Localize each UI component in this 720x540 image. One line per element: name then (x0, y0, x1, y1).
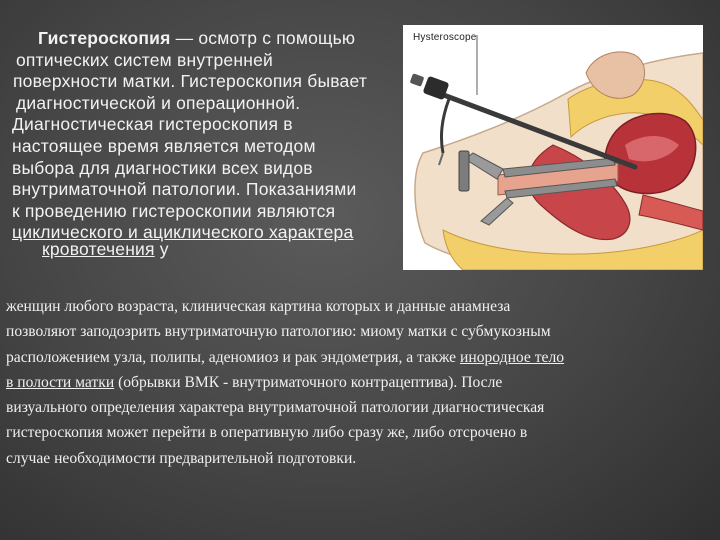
intro-line: к проведению гистероскопии являются (12, 200, 336, 221)
body-line: женщин любого возраста, клиническая картина которых и данные анамнеза (6, 298, 511, 315)
intro-line: настоящее время является методом (12, 135, 316, 156)
intro-line: диагностической и операционной. (16, 92, 301, 113)
hysteroscopy-illustration (403, 25, 703, 270)
continuation-text-block (6, 294, 712, 471)
term-hysteroscopy: Гистероскопия (38, 28, 171, 48)
link-bleeding[interactable]: кровотечения (42, 238, 155, 259)
intro-line: оптических систем внутренней (16, 49, 273, 70)
hysteroscope-label: Hysteroscope (413, 32, 477, 43)
intro-line: Гистероскопия — осмотр с помощью (38, 28, 356, 48)
intro-line: внутриматочной патологии. Показаниями (12, 179, 357, 200)
anatomy-drawing (403, 25, 703, 270)
body-line: гистероскопия может перейти в оперативную либо сразу же, либо отсрочено в (6, 424, 528, 442)
intro-line: циклического и ациклического характера (12, 222, 354, 243)
link-uterine-cavity[interactable]: в полости матки (6, 373, 115, 391)
intro-line: выбора для диагностики всех видов (12, 157, 313, 178)
body-line: случае необходимости предварительной подготовки. (6, 449, 357, 467)
intro-text-block (10, 28, 415, 261)
body-line: расположением узла, полипы, аденомиоз и рак эндометрия, а также инородное тело (6, 348, 565, 366)
body-line: в полости матки (обрывки ВМК - внутриматочного контрацептива). После (6, 373, 503, 391)
intro-line: кровотечения у (42, 238, 169, 259)
intro-line: Диагностическая гистероскопия в (12, 114, 293, 135)
body-line: позволяют заподозрить внутриматочную патологию: миому матки с субмукозным (6, 323, 551, 341)
intro-line: поверхности матки. Гистероскопия бывает (13, 71, 368, 92)
body-line: визуального определения характера внутриматочной патологии диагностическая (6, 399, 545, 417)
link-foreign-body[interactable]: инородное тело (460, 348, 565, 366)
